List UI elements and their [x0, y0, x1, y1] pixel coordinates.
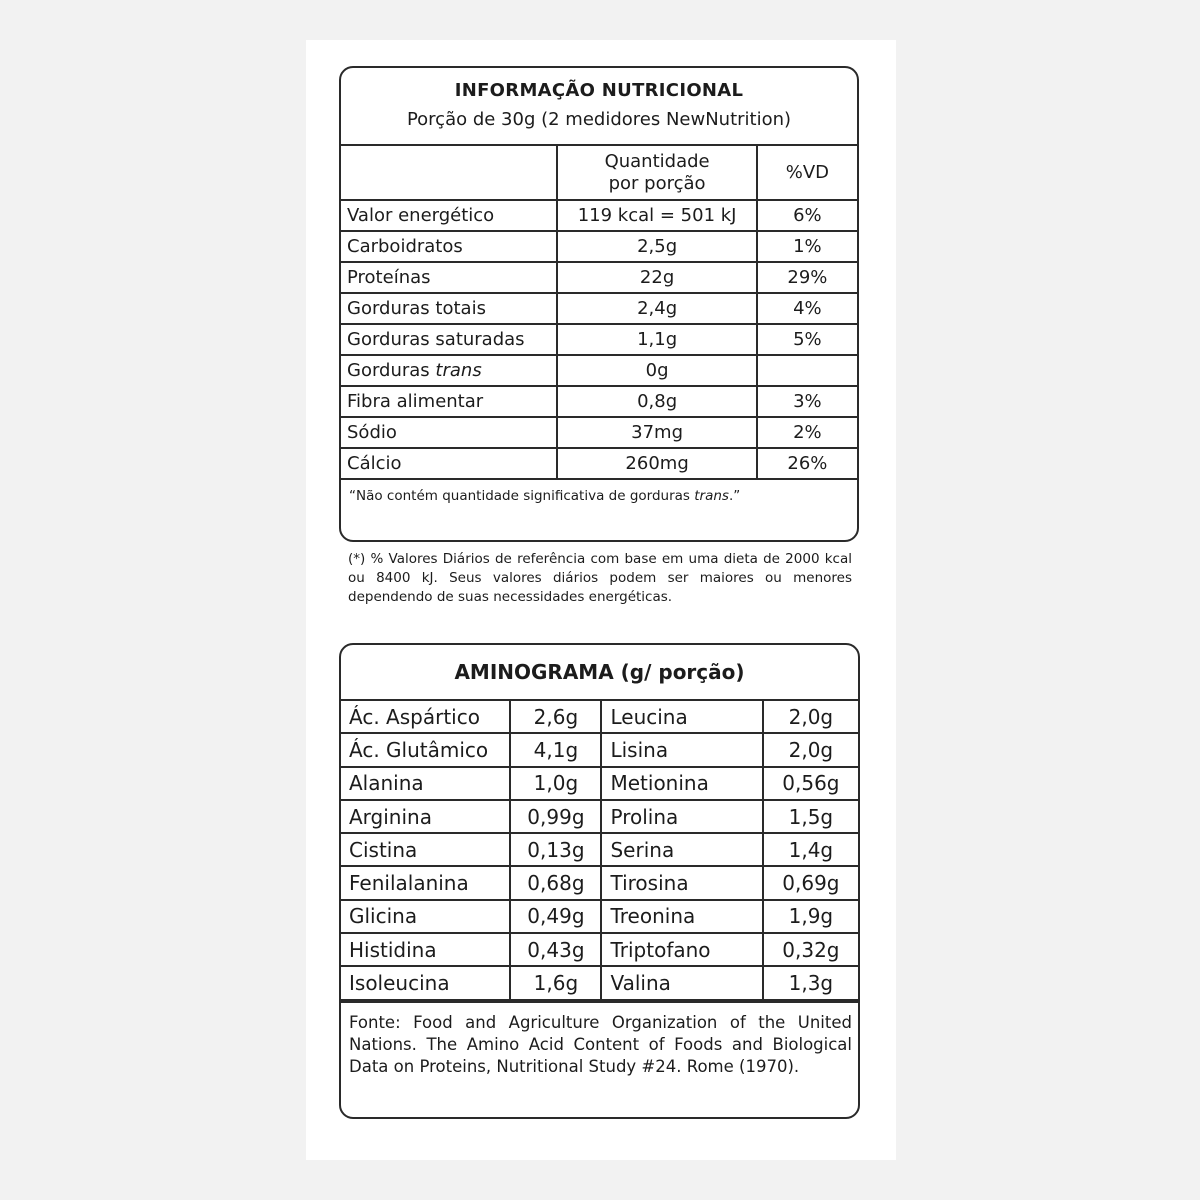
table-row: [341, 733, 858, 766]
daily-values-footnote: (*) % Valores Diários de referência com base em uma dieta de 2000 kcal ou 8400 kJ. Seus valores diários podem ser maiores ou menores dependendo de suas necessidades energéticas.: [348, 551, 852, 605]
nutrition-table: [341, 146, 857, 478]
amino-acid-value: 1,9g: [763, 900, 858, 933]
amino-acid-name: Triptofano: [601, 933, 762, 966]
trans-note-italic: trans: [694, 488, 729, 504]
aminogram-table: [341, 701, 858, 1001]
amino-acid-name: Serina: [601, 833, 762, 866]
header-vd: %VD: [757, 146, 857, 200]
nutrient-name: Gorduras saturadas: [341, 324, 557, 355]
amino-acid-value: 0,49g: [510, 900, 601, 933]
nutrient-quantity: 37mg: [557, 417, 756, 448]
amino-acid-name: Glicina: [341, 900, 510, 933]
amino-acid-value: 2,0g: [763, 733, 858, 766]
amino-acid-value: 0,56g: [763, 767, 858, 800]
amino-acid-value: 0,43g: [510, 933, 601, 966]
table-row: [341, 767, 858, 800]
amino-acid-name: Lisina: [601, 733, 762, 766]
amino-acid-name: Leucina: [601, 701, 762, 733]
table-row: [341, 417, 857, 448]
amino-acid-value: 0,32g: [763, 933, 858, 966]
table-row: [341, 200, 857, 231]
nutrient-name: Cálcio: [341, 448, 557, 478]
nutrition-title: INFORMAÇÃO NUTRICIONAL: [454, 80, 744, 101]
nutrient-name: Sódio: [341, 417, 557, 448]
aminogram-title: AMINOGRAMA (g/ porção): [341, 645, 858, 701]
nutrient-name-italic: trans: [435, 360, 482, 381]
header-quantity-line1: Quantidade: [604, 150, 710, 172]
aminogram-panel: [339, 643, 860, 1119]
amino-acid-name: Valina: [601, 966, 762, 999]
table-row: [341, 386, 857, 417]
nutrient-vd: 2%: [757, 417, 857, 448]
amino-acid-value: 0,99g: [510, 800, 601, 833]
amino-acid-value: 4,1g: [510, 733, 601, 766]
nutrient-quantity: 0g: [557, 355, 756, 386]
table-row: [341, 262, 857, 293]
amino-acid-value: 0,69g: [763, 866, 858, 899]
amino-acid-name: Alanina: [341, 767, 510, 800]
nutrient-quantity: 119 kcal = 501 kJ: [557, 200, 756, 231]
amino-acid-value: 0,13g: [510, 833, 601, 866]
nutrient-vd: 29%: [757, 262, 857, 293]
nutrition-table-header: [341, 146, 857, 200]
nutrient-vd: [757, 355, 857, 386]
amino-acid-name: Histidina: [341, 933, 510, 966]
amino-acid-value: 0,68g: [510, 866, 601, 899]
nutrient-quantity: 2,4g: [557, 293, 756, 324]
table-row: [341, 966, 858, 999]
table-row: [341, 833, 858, 866]
table-row: [341, 800, 858, 833]
table-row: [341, 701, 858, 733]
nutrient-vd: 3%: [757, 386, 857, 417]
amino-acid-value: 1,4g: [763, 833, 858, 866]
nutrient-quantity: 260mg: [557, 448, 756, 478]
nutrient-name: Proteínas: [341, 262, 557, 293]
amino-acid-name: Fenilalanina: [341, 866, 510, 899]
table-row: [341, 293, 857, 324]
nutrient-name: [341, 355, 557, 386]
nutrient-name: Valor energético: [341, 200, 557, 231]
nutrient-quantity: 1,1g: [557, 324, 756, 355]
trans-note-suffix: .”: [728, 488, 741, 504]
header-quantity-line2: por porção: [608, 172, 706, 194]
nutrient-vd: 4%: [757, 293, 857, 324]
amino-acid-value: 2,6g: [510, 701, 601, 733]
nutrient-name: Carboidratos: [341, 231, 557, 262]
amino-acid-value: 1,3g: [763, 966, 858, 999]
serving-size: Porção de 30g (2 medidores NewNutrition): [406, 109, 792, 130]
amino-acid-value: 1,6g: [510, 966, 601, 999]
nutrient-quantity: 2,5g: [557, 231, 756, 262]
header-blank-cell: [341, 146, 557, 200]
nutrient-name-prefix: Gorduras: [347, 360, 436, 381]
trans-note-prefix: “Não contém quantidade significativa de gorduras: [349, 488, 695, 504]
table-row: [341, 900, 858, 933]
aminogram-source: Fonte: Food and Agriculture Organization of the United Nations. The Amino Acid Content of Foods and Biological Data on Proteins, Nutritional Study #24. Rome (1970).: [341, 1001, 858, 1078]
amino-acid-name: Cistina: [341, 833, 510, 866]
nutrition-header: [341, 68, 857, 146]
table-row: [341, 231, 857, 262]
amino-acid-name: Treonina: [601, 900, 762, 933]
table-row: [341, 933, 858, 966]
nutrient-vd: 5%: [757, 324, 857, 355]
table-row: [341, 324, 857, 355]
amino-acid-name: Tirosina: [601, 866, 762, 899]
amino-acid-name: Arginina: [341, 800, 510, 833]
nutrient-name: Fibra alimentar: [341, 386, 557, 417]
trans-fat-note: [341, 478, 857, 512]
amino-acid-name: Isoleucina: [341, 966, 510, 999]
amino-acid-name: Prolina: [601, 800, 762, 833]
header-quantity: [557, 146, 756, 200]
table-row: [341, 355, 857, 386]
amino-acid-name: Metionina: [601, 767, 762, 800]
amino-acid-name: Ác. Aspártico: [341, 701, 510, 733]
amino-acid-name: Ác. Glutâmico: [341, 733, 510, 766]
nutrient-vd: 1%: [757, 231, 857, 262]
table-row: [341, 448, 857, 478]
nutrient-vd: 26%: [787, 453, 828, 474]
nutrient-quantity: 22g: [557, 262, 756, 293]
amino-acid-value: 1,0g: [510, 767, 601, 800]
amino-acid-value: 1,5g: [763, 800, 858, 833]
nutrition-facts-panel: [339, 66, 859, 542]
table-row: [341, 866, 858, 899]
nutrient-vd: 6%: [757, 200, 857, 231]
nutrient-name: Gorduras totais: [341, 293, 557, 324]
amino-acid-value: 2,0g: [763, 701, 858, 733]
nutrient-quantity: 0,8g: [557, 386, 756, 417]
